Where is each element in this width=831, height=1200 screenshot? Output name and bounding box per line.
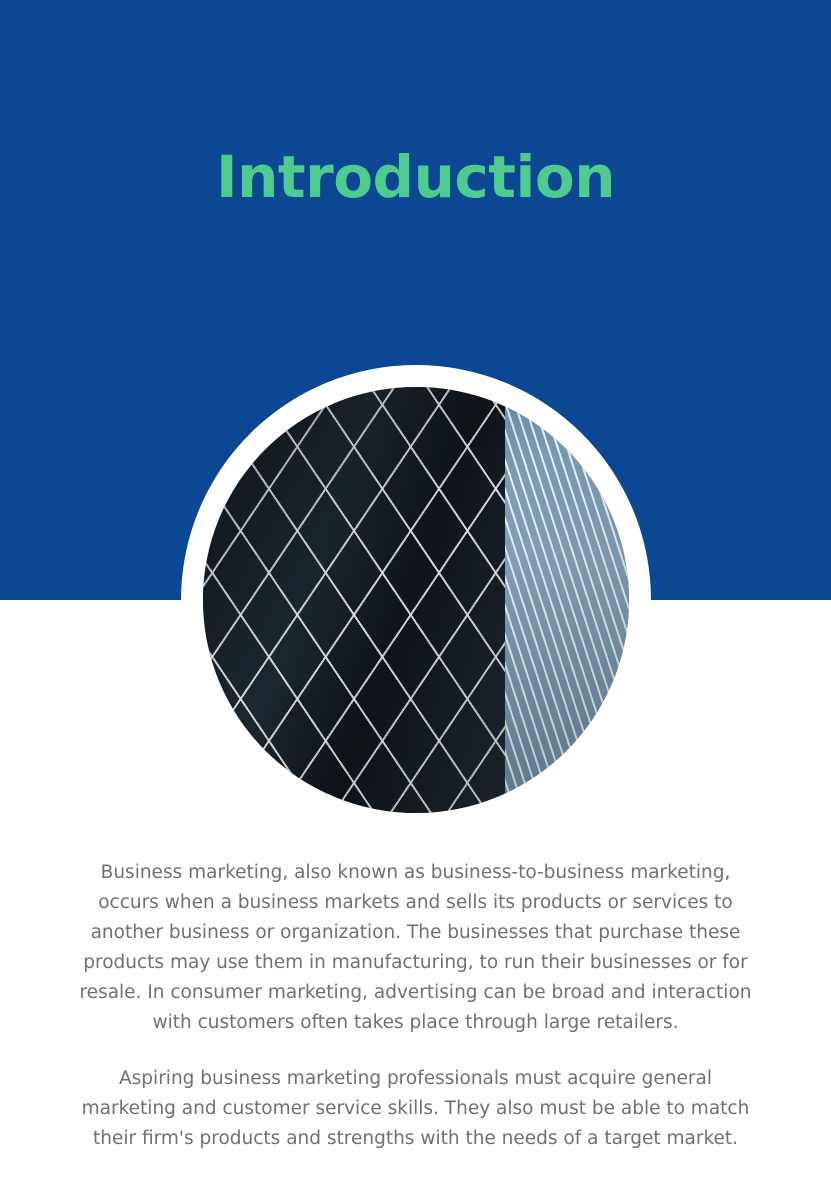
body-copy [70,858,761,1154]
body-paragraph: Aspiring business marketing professionals must acquire general marketing and customer service skills. They also must be able to match their firm's products and strengths with the needs of a target market. [81,1068,750,1149]
photo-ring [181,365,651,835]
page-title: Introduction [216,143,615,211]
facade-shading-overlay [203,387,629,813]
body-paragraph: Business marketing, also known as business-to-business marketing, occurs when a business markets and sells its products or services to another business or organization. The businesses that purchase these products may use them in manufacturing, to run their businesses or for resale. In consumer marketing, advertising can be broad and interaction with customers often takes place through large retailers. [79,862,752,1033]
building-facade-photo [203,387,629,813]
